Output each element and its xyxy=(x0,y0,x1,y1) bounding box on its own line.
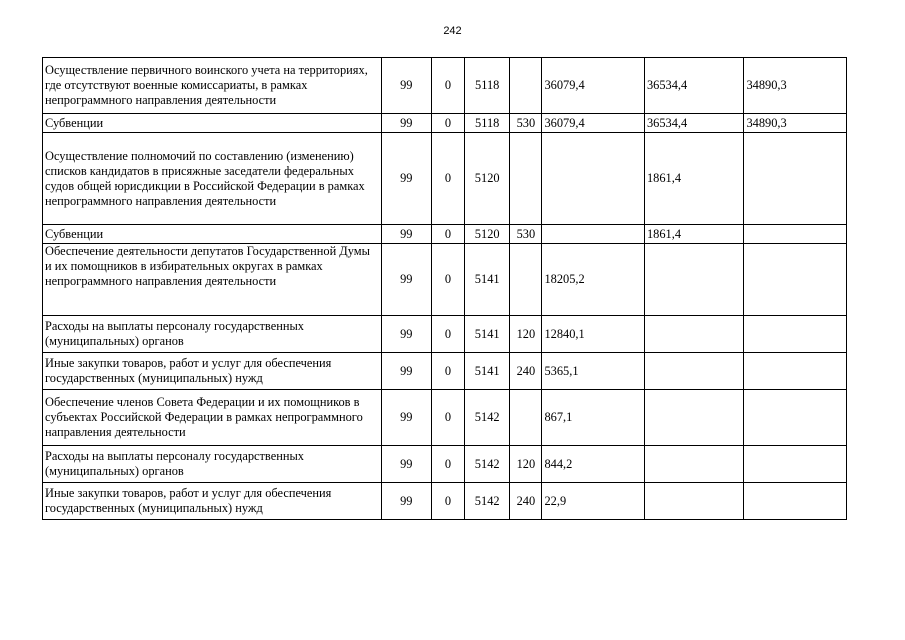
row-c1: 99 xyxy=(381,316,431,353)
row-v3 xyxy=(744,316,847,353)
row-type: 120 xyxy=(510,316,542,353)
row-name: Расходы на выплаты персоналу государственных (муниципальных) органов xyxy=(43,446,382,483)
row-c1: 99 xyxy=(381,225,431,244)
row-code: 5141 xyxy=(465,316,510,353)
row-c2: 0 xyxy=(431,483,464,520)
row-type xyxy=(510,390,542,446)
row-name: Обеспечение членов Совета Федерации и их помощников в субъектах Российской Федерации в рамках непрограммного направления деятельности xyxy=(43,390,382,446)
table-row xyxy=(43,483,847,520)
row-c1: 99 xyxy=(381,446,431,483)
row-code: 5142 xyxy=(465,390,510,446)
row-v1: 867,1 xyxy=(542,390,645,446)
row-type: 240 xyxy=(510,353,542,390)
row-v1: 36079,4 xyxy=(542,58,645,114)
row-v1: 22,9 xyxy=(542,483,645,520)
row-code: 5118 xyxy=(465,58,510,114)
row-c1: 99 xyxy=(381,390,431,446)
row-code: 5141 xyxy=(465,244,510,316)
row-code: 5120 xyxy=(465,225,510,244)
table-row xyxy=(43,244,847,316)
table-row xyxy=(43,133,847,225)
row-code: 5120 xyxy=(465,133,510,225)
row-name: Осуществление полномочий по составлению (изменению) списков кандидатов в присяжные заседатели федеральных судов общей юрисдикции в Российской Федерации в рамках непрограммного направления деятельности xyxy=(43,133,382,225)
row-name: Субвенции xyxy=(43,225,382,244)
table-row xyxy=(43,114,847,133)
row-type: 120 xyxy=(510,446,542,483)
row-c1: 99 xyxy=(381,114,431,133)
row-v3 xyxy=(744,446,847,483)
row-v3 xyxy=(744,244,847,316)
row-v2: 36534,4 xyxy=(644,58,743,114)
table-row xyxy=(43,316,847,353)
table-row xyxy=(43,225,847,244)
row-type xyxy=(510,58,542,114)
row-c2: 0 xyxy=(431,114,464,133)
row-v1 xyxy=(542,225,645,244)
row-v2: 36534,4 xyxy=(644,114,743,133)
row-type xyxy=(510,133,542,225)
row-type: 530 xyxy=(510,225,542,244)
row-c1: 99 xyxy=(381,58,431,114)
table-row xyxy=(43,353,847,390)
table-row xyxy=(43,58,847,114)
row-v1: 36079,4 xyxy=(542,114,645,133)
row-c1: 99 xyxy=(381,483,431,520)
row-c2: 0 xyxy=(431,244,464,316)
row-c2: 0 xyxy=(431,133,464,225)
row-c2: 0 xyxy=(431,353,464,390)
row-v2 xyxy=(644,353,743,390)
row-c2: 0 xyxy=(431,316,464,353)
row-type: 530 xyxy=(510,114,542,133)
row-c1: 99 xyxy=(381,244,431,316)
row-c1: 99 xyxy=(381,133,431,225)
row-name: Субвенции xyxy=(43,114,382,133)
row-v2 xyxy=(644,244,743,316)
row-c2: 0 xyxy=(431,390,464,446)
row-c2: 0 xyxy=(431,446,464,483)
budget-table xyxy=(42,57,847,520)
row-v3 xyxy=(744,225,847,244)
table-row xyxy=(43,446,847,483)
row-v1: 18205,2 xyxy=(542,244,645,316)
table-row xyxy=(43,390,847,446)
row-name: Иные закупки товаров, работ и услуг для обеспечения государственных (муниципальных) нужд xyxy=(43,483,382,520)
row-code: 5142 xyxy=(465,446,510,483)
row-type: 240 xyxy=(510,483,542,520)
row-v1: 844,2 xyxy=(542,446,645,483)
row-c2: 0 xyxy=(431,58,464,114)
row-v2 xyxy=(644,446,743,483)
row-v3 xyxy=(744,133,847,225)
row-code: 5142 xyxy=(465,483,510,520)
row-v2: 1861,4 xyxy=(644,133,743,225)
row-v3 xyxy=(744,353,847,390)
row-v2: 1861,4 xyxy=(644,225,743,244)
row-v2 xyxy=(644,483,743,520)
row-name: Иные закупки товаров, работ и услуг для обеспечения государственных (муниципальных) нужд xyxy=(43,353,382,390)
row-v3 xyxy=(744,483,847,520)
row-v1: 5365,1 xyxy=(542,353,645,390)
row-name: Осуществление первичного воинского учета на территориях, где отсутствуют военные комиссариаты, в рамках непрограммного направления деятельности xyxy=(43,58,382,114)
row-name: Обеспечение деятельности депутатов Государственной Думы и их помощников в избирательных округах в рамках непрограммного направления деятельности xyxy=(43,244,382,316)
row-v3 xyxy=(744,390,847,446)
row-v1 xyxy=(542,133,645,225)
row-c1: 99 xyxy=(381,353,431,390)
row-v3: 34890,3 xyxy=(744,58,847,114)
row-v2 xyxy=(644,316,743,353)
row-c2: 0 xyxy=(431,225,464,244)
row-type xyxy=(510,244,542,316)
page-number: 242 xyxy=(443,25,462,37)
row-v1: 12840,1 xyxy=(542,316,645,353)
row-code: 5141 xyxy=(465,353,510,390)
row-code: 5118 xyxy=(465,114,510,133)
row-v3: 34890,3 xyxy=(744,114,847,133)
row-name: Расходы на выплаты персоналу государственных (муниципальных) органов xyxy=(43,316,382,353)
row-v2 xyxy=(644,390,743,446)
